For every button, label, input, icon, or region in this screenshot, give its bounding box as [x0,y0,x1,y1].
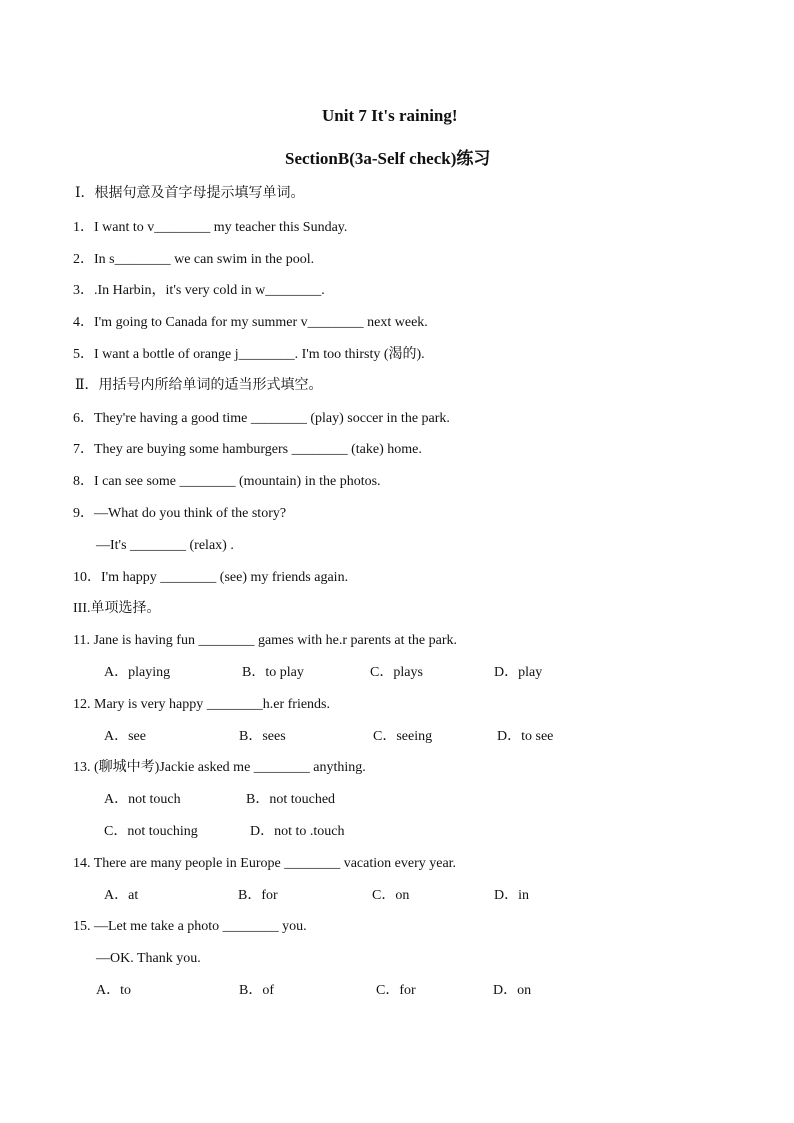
question-4: 4．I'm going to Canada for my summer v________ next week. [73,315,428,330]
q11-option-c: C．plays [370,665,423,680]
q12-option-b: B．sees [239,729,286,744]
worksheet-subtitle: SectionB(3a-Self check)练习 [285,149,491,168]
q15-option-c: C．for [376,983,416,998]
question-11: 11. Jane is having fun ________ games with he.r parents at the park. [73,633,458,648]
question-3: 3．.In Harbin，it's very cold in w________. [73,283,325,298]
q12-option-c: C．seeing [373,729,433,744]
question-14: 14. There are many people in Europe ________ vacation every year. [73,856,457,871]
question-12: 12. Mary is very happy ________h.er friends. [73,697,331,712]
q14-option-b: B．for [238,888,278,903]
q14-option-c: C．on [372,888,410,903]
section-1-heading: Ⅰ．根据句意及首字母提示填写单词。 [75,186,305,201]
question-2: 2．In s________ we can swim in the pool. [73,252,315,267]
q11-option-b: B．to play [242,665,304,680]
question-10: 10．I'm happy ________ (see) my friends again. [73,570,349,585]
question-13: 13. (聊城中考)Jackie asked me ________ anything. [73,760,366,775]
q15-option-d: D．on [493,983,532,998]
q11-option-a: A．playing [104,665,171,680]
q15-option-a: A．to [96,983,131,998]
question-9-answer-line: —It's ________ (relax) . [96,538,234,553]
question-15-reply: —OK. Thank you. [96,951,201,966]
question-9: 9．—What do you think of the story? [73,506,287,521]
question-7: 7．They are buying some hamburgers ________ (take) home. [73,442,422,457]
q14-option-d: D．in [494,888,529,903]
q13-option-b: B．not touched [246,792,336,807]
q13-option-d: D．not to .touch [250,824,345,839]
q14-option-a: A．at [104,888,139,903]
section-3-heading: III.单项选择。 [73,601,161,616]
q12-option-a: A．see [104,729,146,744]
question-8: 8．I can see some ________ (mountain) in the photos. [73,474,381,489]
question-6: 6．They're having a good time ________ (play) soccer in the park. [73,411,450,426]
q11-option-d: D．play [494,665,543,680]
q13-option-c: C．not touching [104,824,198,839]
q13-option-a: A．not touch [104,792,181,807]
question-5: 5．I want a bottle of orange j________. I'm too thirsty (渴的). [73,347,425,362]
question-1: 1．I want to v________ my teacher this Sunday. [73,220,348,235]
q15-option-b: B．of [239,983,274,998]
q12-option-d: D．to see [497,729,554,744]
section-2-heading: Ⅱ．用括号内所给单词的适当形式填空。 [75,378,323,393]
question-15: 15. —Let me take a photo ________ you. [73,919,307,934]
worksheet-title: Unit 7 It's raining! [322,106,458,125]
